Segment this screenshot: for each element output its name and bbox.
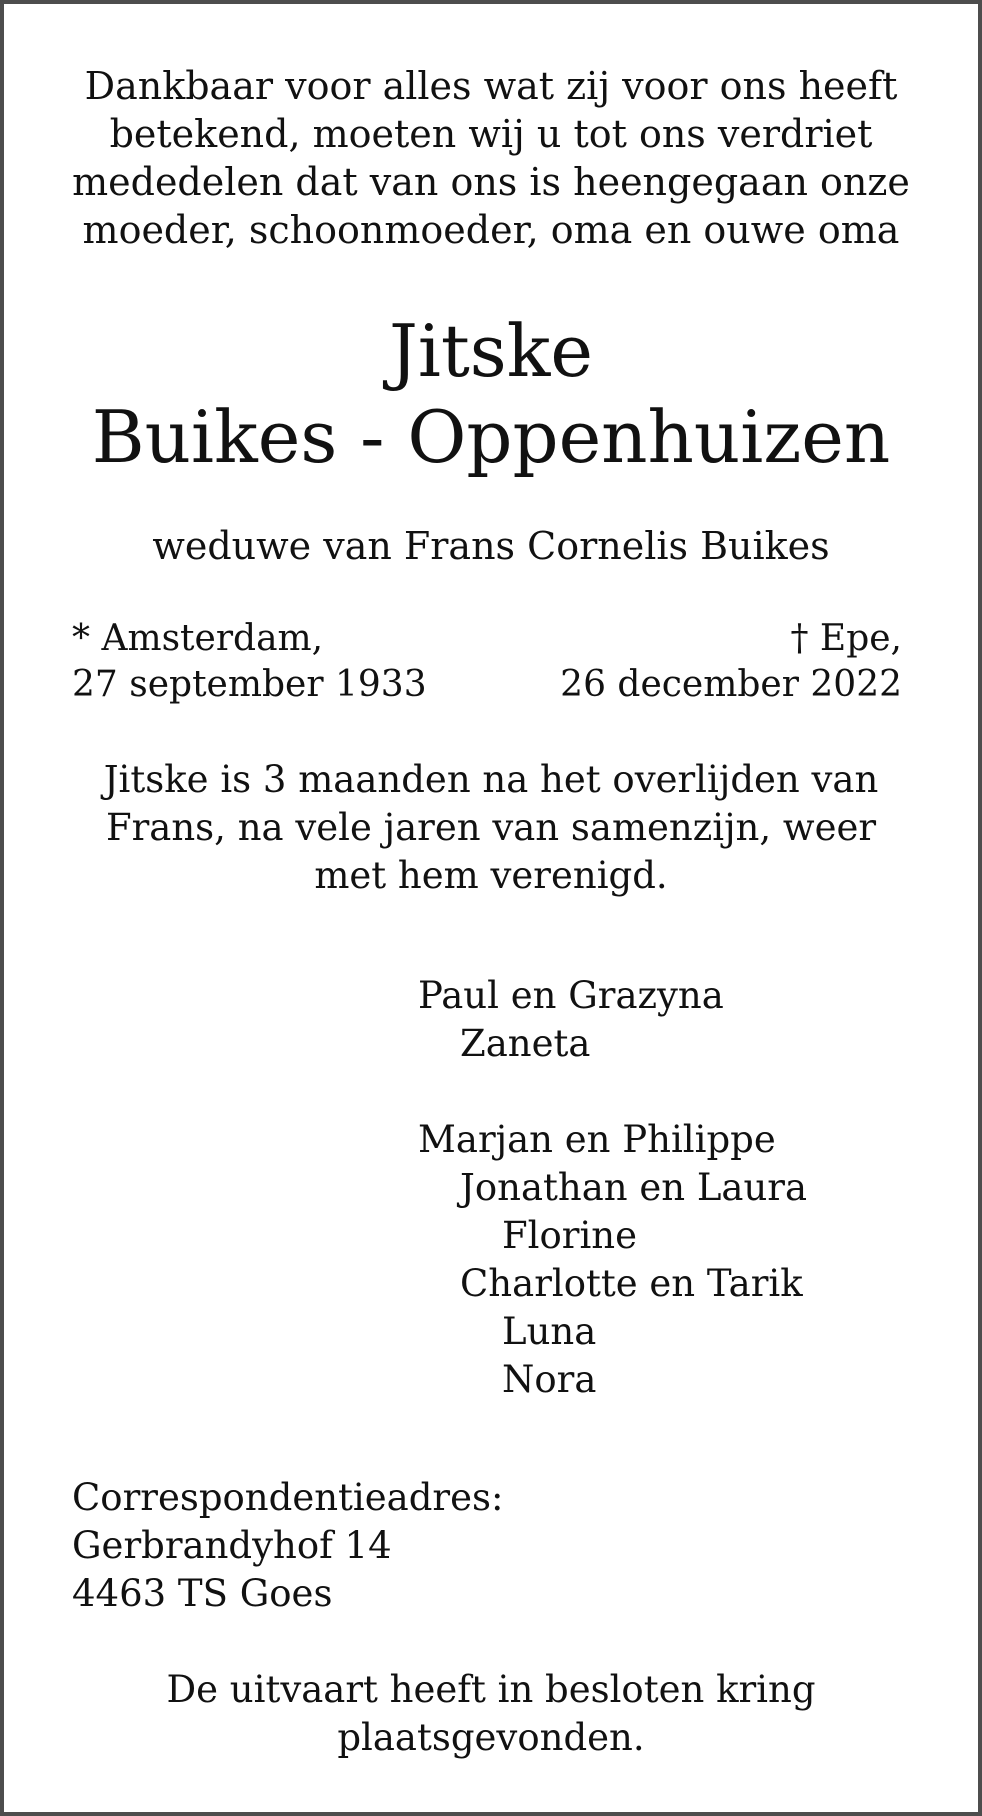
correspondence-label: Correspondentieadres: — [72, 1476, 504, 1519]
intro-line: moeder, schoonmoeder, oma en ouwe oma — [82, 208, 900, 252]
closing-line: De uitvaart heeft in besloten kring — [166, 1668, 816, 1711]
family-member: Nora — [502, 1358, 597, 1401]
message-line: met hem verenigd. — [314, 854, 668, 897]
family-member: Paul en Grazyna — [418, 974, 724, 1017]
death-place: † Epe, — [790, 618, 902, 659]
deceased-first-name: Jitske — [388, 309, 593, 393]
family-member: Marjan en Philippe — [418, 1118, 776, 1161]
widow-of: weduwe van Frans Cornelis Buikes — [152, 524, 830, 568]
birth-place: * Amsterdam, — [72, 618, 324, 659]
correspondence-city: 4463 TS Goes — [72, 1572, 333, 1615]
family-member: Jonathan en Laura — [460, 1166, 808, 1209]
family-member: Florine — [502, 1214, 638, 1257]
family-member: Charlotte en Tarik — [460, 1262, 803, 1305]
message-line: Jitske is 3 maanden na het overlijden van — [103, 758, 879, 801]
family-member: Luna — [502, 1310, 597, 1353]
deceased-full-name: Buikes - Oppenhuizen — [91, 395, 891, 479]
intro-line: betekend, moeten wij u tot ons verdriet — [109, 112, 873, 156]
birth-date: 27 september 1933 — [72, 664, 427, 705]
correspondence-street: Gerbrandyhof 14 — [72, 1524, 392, 1567]
closing-line: plaatsgevonden. — [337, 1716, 645, 1759]
intro-line: mededelen dat van ons is heengegaan onze — [72, 160, 910, 204]
message-line: Frans, na vele jaren van samenzijn, weer — [105, 806, 877, 849]
death-date: 26 december 2022 — [560, 664, 902, 705]
intro-line: Dankbaar voor alles wat zij voor ons heeft — [84, 64, 898, 108]
family-member: Zaneta — [460, 1022, 591, 1065]
